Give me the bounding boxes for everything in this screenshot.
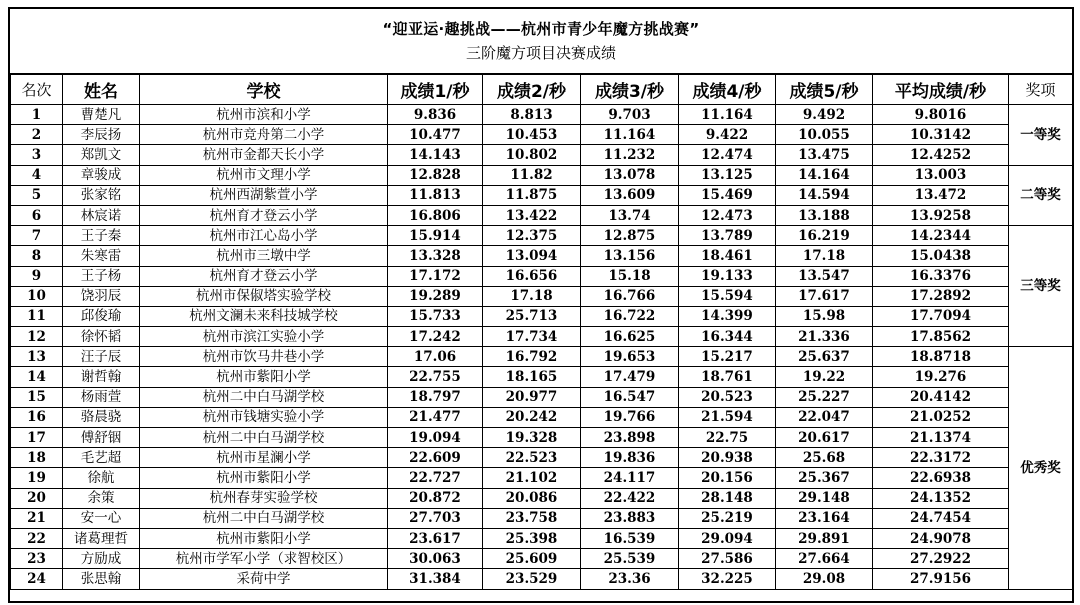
score-2-cell: 16.792: [483, 347, 581, 367]
name-cell: 邱俊瑜: [63, 306, 140, 326]
name-cell: 方励成: [63, 549, 140, 569]
school-cell: 杭州春芽实验学校: [140, 488, 388, 508]
header-average: 平均成绩/秒: [873, 75, 1009, 105]
score-1-cell: 22.609: [388, 448, 483, 468]
score-4-cell: 13.125: [679, 165, 776, 185]
score-3-cell: 25.539: [581, 549, 679, 569]
score-1-cell: 31.384: [388, 569, 483, 589]
rank-cell: 15: [11, 387, 63, 407]
header-award: 奖项: [1009, 75, 1073, 105]
table-row: [11, 286, 1073, 306]
table-row: [11, 226, 1073, 246]
average-cell: 27.2922: [873, 549, 1009, 569]
score-5-cell: 25.637: [776, 347, 873, 367]
school-cell: 杭州市金都天长小学: [140, 145, 388, 165]
score-2-cell: 17.18: [483, 286, 581, 306]
score-3-cell: 13.156: [581, 246, 679, 266]
score-2-cell: 13.094: [483, 246, 581, 266]
score-1-cell: 20.872: [388, 488, 483, 508]
score-4-cell: 27.586: [679, 549, 776, 569]
table-row: [11, 488, 1073, 508]
score-3-cell: 11.232: [581, 145, 679, 165]
header-score-4: 成绩4/秒: [679, 75, 776, 105]
rank-cell: 11: [11, 306, 63, 326]
score-4-cell: 14.399: [679, 306, 776, 326]
score-5-cell: 29.148: [776, 488, 873, 508]
score-3-cell: 16.547: [581, 387, 679, 407]
table-row: [11, 528, 1073, 548]
average-cell: 22.3172: [873, 448, 1009, 468]
header-score-5: 成绩5/秒: [776, 75, 873, 105]
name-cell: 林宸诺: [63, 205, 140, 225]
score-1-cell: 10.477: [388, 125, 483, 145]
average-cell: 13.9258: [873, 205, 1009, 225]
score-2-cell: 10.802: [483, 145, 581, 165]
average-cell: 10.3142: [873, 125, 1009, 145]
table-row: [11, 347, 1073, 367]
rank-cell: 13: [11, 347, 63, 367]
rank-cell: 6: [11, 205, 63, 225]
score-4-cell: 28.148: [679, 488, 776, 508]
score-5-cell: 17.617: [776, 286, 873, 306]
average-cell: 24.9078: [873, 528, 1009, 548]
score-4-cell: 15.469: [679, 185, 776, 205]
score-5-cell: 25.367: [776, 468, 873, 488]
school-cell: 杭州市江心岛小学: [140, 226, 388, 246]
school-cell: 杭州市饮马井巷小学: [140, 347, 388, 367]
award-cell: 三等奖: [1009, 226, 1073, 347]
school-cell: 杭州二中白马湖学校: [140, 428, 388, 448]
score-5-cell: 17.18: [776, 246, 873, 266]
rank-cell: 8: [11, 246, 63, 266]
score-5-cell: 13.547: [776, 266, 873, 286]
score-5-cell: 14.164: [776, 165, 873, 185]
average-cell: 22.6938: [873, 468, 1009, 488]
score-3-cell: 15.18: [581, 266, 679, 286]
score-4-cell: 18.761: [679, 367, 776, 387]
score-4-cell: 15.217: [679, 347, 776, 367]
average-cell: 21.1374: [873, 428, 1009, 448]
school-cell: 杭州市紫阳小学: [140, 367, 388, 387]
average-cell: 17.8562: [873, 327, 1009, 347]
score-1-cell: 19.289: [388, 286, 483, 306]
average-cell: 19.276: [873, 367, 1009, 387]
rank-cell: 21: [11, 508, 63, 528]
name-cell: 张思翰: [63, 569, 140, 589]
school-cell: 杭州二中白马湖学校: [140, 387, 388, 407]
table-row: [11, 165, 1073, 185]
rank-cell: 14: [11, 367, 63, 387]
score-2-cell: 20.086: [483, 488, 581, 508]
score-1-cell: 21.477: [388, 407, 483, 427]
score-5-cell: 21.336: [776, 327, 873, 347]
header-rank: 名次: [11, 75, 63, 105]
name-cell: 章骏成: [63, 165, 140, 185]
score-4-cell: 21.594: [679, 407, 776, 427]
rank-cell: 20: [11, 488, 63, 508]
school-cell: 杭州市紫阳小学: [140, 468, 388, 488]
rank-cell: 22: [11, 528, 63, 548]
rank-cell: 17: [11, 428, 63, 448]
rank-cell: 23: [11, 549, 63, 569]
score-1-cell: 13.328: [388, 246, 483, 266]
score-4-cell: 16.344: [679, 327, 776, 347]
score-2-cell: 18.165: [483, 367, 581, 387]
average-cell: 9.8016: [873, 105, 1009, 125]
table-row: [11, 569, 1073, 589]
score-3-cell: 16.539: [581, 528, 679, 548]
table-row: [11, 145, 1073, 165]
score-4-cell: 29.094: [679, 528, 776, 548]
score-2-cell: 12.375: [483, 226, 581, 246]
score-2-cell: 20.242: [483, 407, 581, 427]
results-sheet: [8, 7, 1074, 603]
school-cell: 杭州文澜未来科技城学校: [140, 306, 388, 326]
score-1-cell: 17.06: [388, 347, 483, 367]
score-3-cell: 19.653: [581, 347, 679, 367]
score-2-cell: 23.758: [483, 508, 581, 528]
score-5-cell: 9.492: [776, 105, 873, 125]
score-5-cell: 25.68: [776, 448, 873, 468]
average-cell: 27.9156: [873, 569, 1009, 589]
score-1-cell: 23.617: [388, 528, 483, 548]
score-1-cell: 12.828: [388, 165, 483, 185]
table-row: [11, 549, 1073, 569]
table-row: [11, 468, 1073, 488]
score-5-cell: 13.475: [776, 145, 873, 165]
table-row: [11, 266, 1073, 286]
score-3-cell: 19.766: [581, 407, 679, 427]
event-subtitle: 三阶魔方项目决赛成绩: [465, 44, 616, 62]
average-cell: 21.0252: [873, 407, 1009, 427]
score-4-cell: 19.133: [679, 266, 776, 286]
score-4-cell: 32.225: [679, 569, 776, 589]
rank-cell: 24: [11, 569, 63, 589]
score-5-cell: 19.22: [776, 367, 873, 387]
name-cell: 张家铭: [63, 185, 140, 205]
score-5-cell: 22.047: [776, 407, 873, 427]
table-row: [11, 367, 1073, 387]
score-3-cell: 23.898: [581, 428, 679, 448]
score-1-cell: 15.733: [388, 306, 483, 326]
score-1-cell: 14.143: [388, 145, 483, 165]
average-cell: 24.7454: [873, 508, 1009, 528]
rank-cell: 2: [11, 125, 63, 145]
score-1-cell: 22.727: [388, 468, 483, 488]
rank-cell: 4: [11, 165, 63, 185]
school-cell: 杭州育才登云小学: [140, 205, 388, 225]
name-cell: 毛艺超: [63, 448, 140, 468]
table-row: [11, 508, 1073, 528]
table-row: [11, 205, 1073, 225]
score-3-cell: 11.164: [581, 125, 679, 145]
header-score-1: 成绩1/秒: [388, 75, 483, 105]
name-cell: 杨雨萱: [63, 387, 140, 407]
header-score-2: 成绩2/秒: [483, 75, 581, 105]
score-5-cell: 25.227: [776, 387, 873, 407]
rank-cell: 7: [11, 226, 63, 246]
table-row: [11, 105, 1073, 125]
school-cell: 杭州市紫阳小学: [140, 528, 388, 548]
score-2-cell: 11.82: [483, 165, 581, 185]
name-cell: 朱寒雷: [63, 246, 140, 266]
table-row: [11, 125, 1073, 145]
score-5-cell: 13.188: [776, 205, 873, 225]
results-table: [10, 74, 1073, 590]
score-4-cell: 13.789: [679, 226, 776, 246]
score-1-cell: 16.806: [388, 205, 483, 225]
table-row: [11, 246, 1073, 266]
score-5-cell: 29.891: [776, 528, 873, 548]
score-1-cell: 11.813: [388, 185, 483, 205]
score-2-cell: 20.977: [483, 387, 581, 407]
score-3-cell: 24.117: [581, 468, 679, 488]
name-cell: 傅舒铟: [63, 428, 140, 448]
rank-cell: 3: [11, 145, 63, 165]
score-5-cell: 15.98: [776, 306, 873, 326]
score-4-cell: 18.461: [679, 246, 776, 266]
table-row: [11, 387, 1073, 407]
score-5-cell: 14.594: [776, 185, 873, 205]
score-2-cell: 10.453: [483, 125, 581, 145]
score-2-cell: 25.398: [483, 528, 581, 548]
event-title: “迎亚运·趣挑战——杭州市青少年魔方挑战赛”: [382, 20, 700, 38]
average-cell: 13.472: [873, 185, 1009, 205]
score-2-cell: 21.102: [483, 468, 581, 488]
score-5-cell: 20.617: [776, 428, 873, 448]
name-cell: 谢哲翰: [63, 367, 140, 387]
school-cell: 杭州二中白马湖学校: [140, 508, 388, 528]
score-4-cell: 9.422: [679, 125, 776, 145]
award-cell: 一等奖: [1009, 105, 1073, 166]
score-5-cell: 10.055: [776, 125, 873, 145]
score-3-cell: 19.836: [581, 448, 679, 468]
score-4-cell: 20.523: [679, 387, 776, 407]
table-row: [11, 407, 1073, 427]
header-score-3: 成绩3/秒: [581, 75, 679, 105]
score-4-cell: 12.474: [679, 145, 776, 165]
name-cell: 安一心: [63, 508, 140, 528]
name-cell: 郑凯文: [63, 145, 140, 165]
score-3-cell: 16.722: [581, 306, 679, 326]
school-cell: 杭州市竞舟第二小学: [140, 125, 388, 145]
table-row: [11, 428, 1073, 448]
header-name: 姓名: [63, 75, 140, 105]
score-3-cell: 17.479: [581, 367, 679, 387]
name-cell: 骆晨骁: [63, 407, 140, 427]
score-1-cell: 9.836: [388, 105, 483, 125]
name-cell: 徐怀韬: [63, 327, 140, 347]
average-cell: 15.0438: [873, 246, 1009, 266]
score-2-cell: 8.813: [483, 105, 581, 125]
score-3-cell: 23.883: [581, 508, 679, 528]
name-cell: 王子秦: [63, 226, 140, 246]
award-cell: 优秀奖: [1009, 347, 1073, 589]
name-cell: 李辰扬: [63, 125, 140, 145]
school-cell: 杭州市钱塘实验小学: [140, 407, 388, 427]
header-school: 学校: [140, 75, 388, 105]
score-5-cell: 27.664: [776, 549, 873, 569]
score-1-cell: 30.063: [388, 549, 483, 569]
rank-cell: 10: [11, 286, 63, 306]
name-cell: 汪子辰: [63, 347, 140, 367]
title-block: [10, 9, 1072, 74]
school-cell: 杭州市滨和小学: [140, 105, 388, 125]
table-row: [11, 185, 1073, 205]
score-3-cell: 9.703: [581, 105, 679, 125]
rank-cell: 18: [11, 448, 63, 468]
score-2-cell: 23.529: [483, 569, 581, 589]
score-4-cell: 20.156: [679, 468, 776, 488]
score-2-cell: 25.609: [483, 549, 581, 569]
name-cell: 曹楚凡: [63, 105, 140, 125]
score-2-cell: 11.875: [483, 185, 581, 205]
name-cell: 徐航: [63, 468, 140, 488]
school-cell: 杭州市星澜小学: [140, 448, 388, 468]
score-4-cell: 25.219: [679, 508, 776, 528]
score-3-cell: 16.766: [581, 286, 679, 306]
rank-cell: 19: [11, 468, 63, 488]
rank-cell: 12: [11, 327, 63, 347]
score-4-cell: 12.473: [679, 205, 776, 225]
score-1-cell: 17.172: [388, 266, 483, 286]
school-cell: 杭州西湖紫萱小学: [140, 185, 388, 205]
score-2-cell: 25.713: [483, 306, 581, 326]
score-3-cell: 13.74: [581, 205, 679, 225]
school-cell: 杭州市三墩中学: [140, 246, 388, 266]
name-cell: 王子杨: [63, 266, 140, 286]
score-1-cell: 19.094: [388, 428, 483, 448]
average-cell: 12.4252: [873, 145, 1009, 165]
school-cell: 杭州市学军小学（求智校区）: [140, 549, 388, 569]
average-cell: 20.4142: [873, 387, 1009, 407]
school-cell: 杭州市保俶塔实验学校: [140, 286, 388, 306]
score-1-cell: 17.242: [388, 327, 483, 347]
award-cell: 二等奖: [1009, 165, 1073, 226]
score-2-cell: 13.422: [483, 205, 581, 225]
score-3-cell: 12.875: [581, 226, 679, 246]
score-5-cell: 29.08: [776, 569, 873, 589]
name-cell: 诸葛理哲: [63, 528, 140, 548]
score-2-cell: 16.656: [483, 266, 581, 286]
score-3-cell: 13.609: [581, 185, 679, 205]
score-1-cell: 22.755: [388, 367, 483, 387]
rank-cell: 9: [11, 266, 63, 286]
score-4-cell: 15.594: [679, 286, 776, 306]
score-3-cell: 23.36: [581, 569, 679, 589]
rank-cell: 5: [11, 185, 63, 205]
average-cell: 24.1352: [873, 488, 1009, 508]
school-cell: 杭州市文理小学: [140, 165, 388, 185]
score-2-cell: 19.328: [483, 428, 581, 448]
rank-cell: 16: [11, 407, 63, 427]
school-cell: 采荷中学: [140, 569, 388, 589]
average-cell: 13.003: [873, 165, 1009, 185]
score-4-cell: 11.164: [679, 105, 776, 125]
name-cell: 余策: [63, 488, 140, 508]
score-4-cell: 20.938: [679, 448, 776, 468]
average-cell: 17.7094: [873, 306, 1009, 326]
average-cell: 17.2892: [873, 286, 1009, 306]
table-row: [11, 306, 1073, 326]
score-3-cell: 13.078: [581, 165, 679, 185]
average-cell: 14.2344: [873, 226, 1009, 246]
average-cell: 16.3376: [873, 266, 1009, 286]
score-1-cell: 15.914: [388, 226, 483, 246]
average-cell: 18.8718: [873, 347, 1009, 367]
score-1-cell: 18.797: [388, 387, 483, 407]
school-cell: 杭州市滨江实验小学: [140, 327, 388, 347]
score-5-cell: 23.164: [776, 508, 873, 528]
school-cell: 杭州育才登云小学: [140, 266, 388, 286]
rank-cell: 1: [11, 105, 63, 125]
score-2-cell: 22.523: [483, 448, 581, 468]
table-row: [11, 327, 1073, 347]
score-3-cell: 22.422: [581, 488, 679, 508]
score-2-cell: 17.734: [483, 327, 581, 347]
score-1-cell: 27.703: [388, 508, 483, 528]
name-cell: 饶羽辰: [63, 286, 140, 306]
score-3-cell: 16.625: [581, 327, 679, 347]
header-row: [11, 75, 1073, 105]
score-4-cell: 22.75: [679, 428, 776, 448]
table-row: [11, 448, 1073, 468]
score-5-cell: 16.219: [776, 226, 873, 246]
